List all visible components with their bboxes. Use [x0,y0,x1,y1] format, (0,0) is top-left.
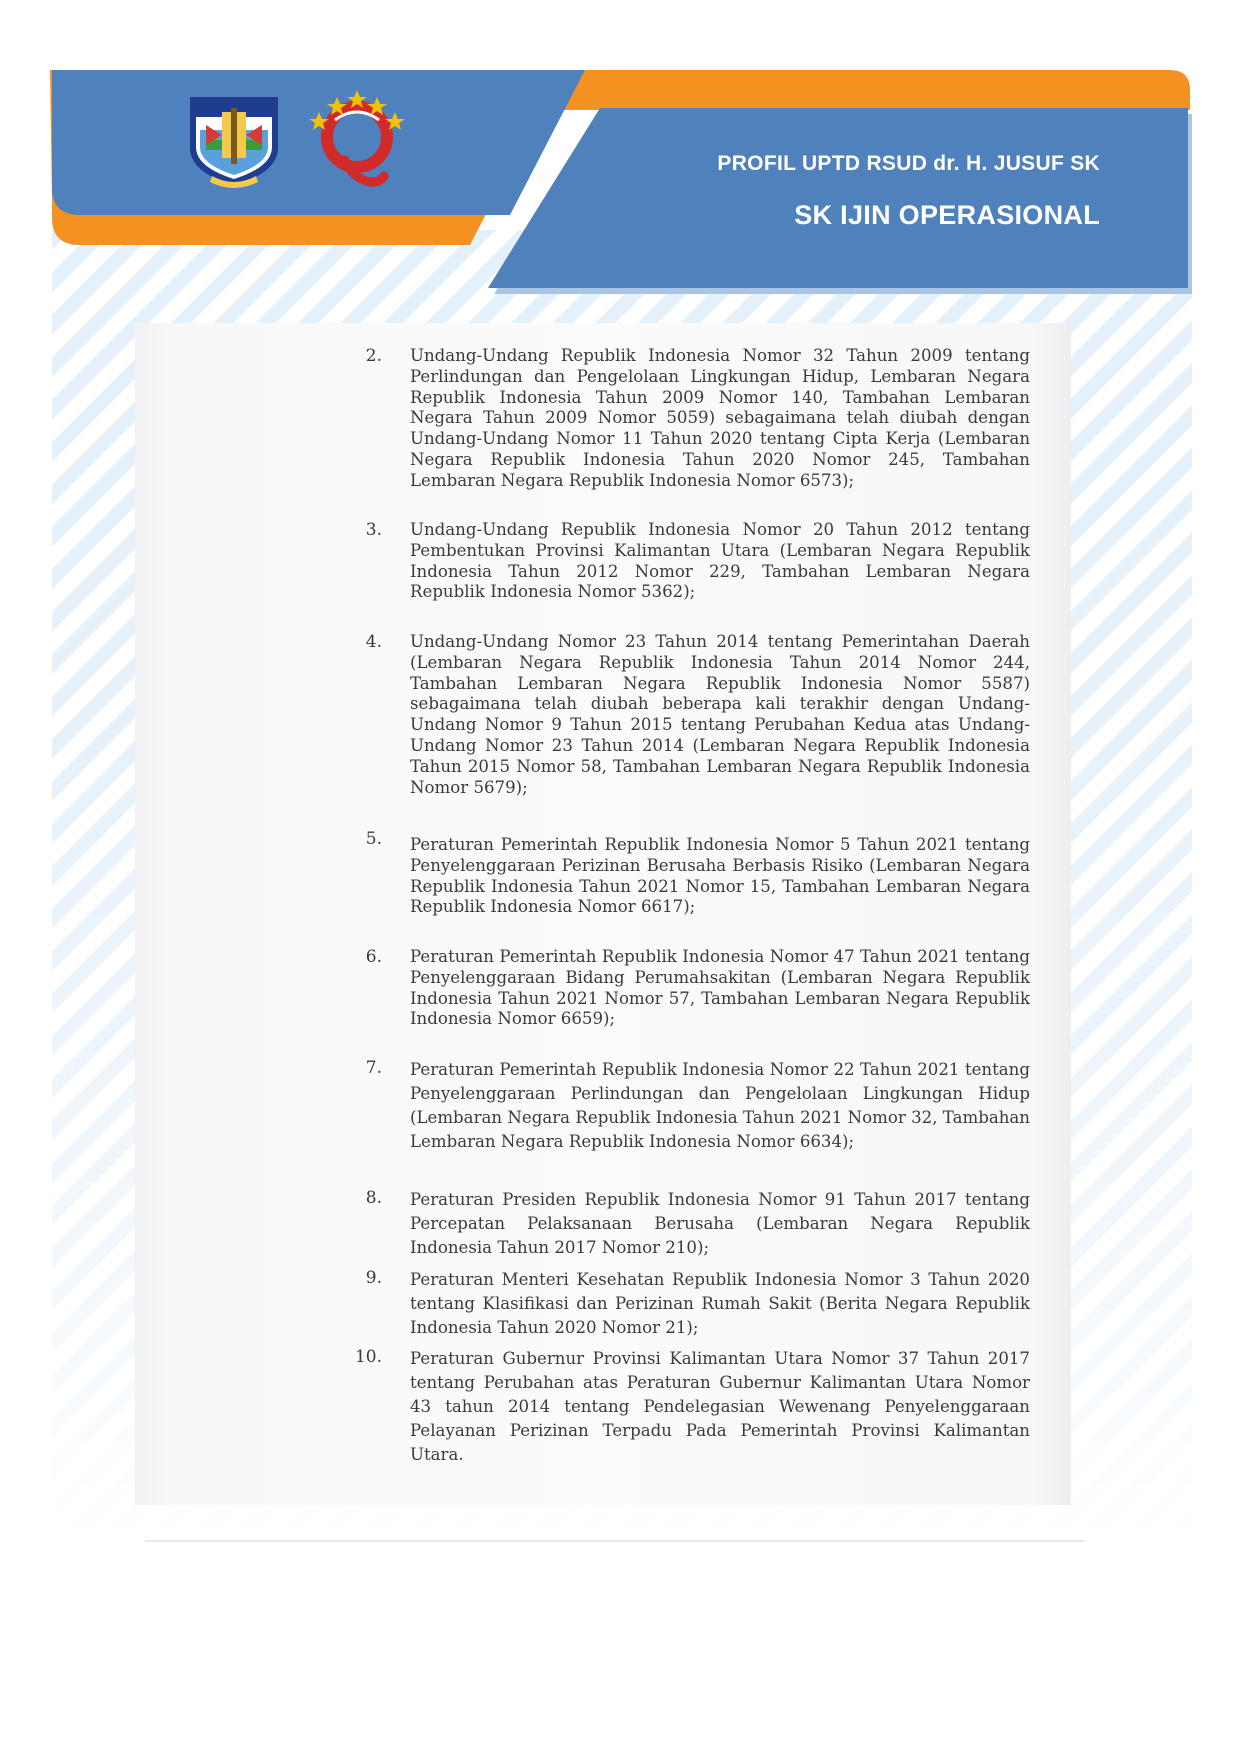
item-number: 7. [365,1058,382,1078]
header-subtitle: PROFIL UPTD RSUD dr. H. JUSUF SK [717,152,1100,175]
list-item [354,1347,1030,1467]
item-text: Peraturan Pemerintah Republik Indonesia Nomor 22 Tahun 2021 tentang Penyelenggaraan Perlindungan dan Pengelolaan Lingkungan Hidup (Lembaran Negara Republik Indonesia Tahun 2021 Nomor 32, Tambahan Lembaran Negara Republik Indonesia Nomor 6634); [410,1060,1030,1151]
footer-divider [145,1540,1085,1542]
list-item [365,520,1030,603]
item-number: 6. [365,947,382,967]
item-text: Peraturan Presiden Republik Indonesia Nomor 91 Tahun 2017 tentang Percepatan Pelaksanaan Berusaha (Lembaran Negara Republik Indonesia Tahun 2017 Nomor 210); [410,1190,1030,1257]
list-item [365,346,1030,492]
item-text: Undang-Undang Republik Indonesia Nomor 20 Tahun 2012 tentang Pembentukan Provinsi Kalimantan Utara (Lembaran Negara Republik Indonesia Tahun 2012 Nomor 229, Tambahan Lembaran Negara Republik Indonesia Nomor 5362); [410,520,1030,602]
item-text: Peraturan Pemerintah Republik Indonesia Nomor 47 Tahun 2021 tentang Penyelenggaraan Bidang Perumahsakitan (Lembaran Negara Republik Indonesia Tahun 2021 Nomor 57, Tambahan Lembaran Negara Republik Indonesia Nomor 6659); [410,947,1030,1029]
list-item [365,947,1030,1030]
item-text: Peraturan Pemerintah Republik Indonesia Nomor 5 Tahun 2021 tentang Penyelenggaraan Perizinan Berusaha Berbasis Risiko (Lembaran Negara Republik Indonesia Tahun 2021 Nomor 15, Tambahan Lembaran Negara Republik Indonesia Nomor 6617); [410,835,1030,917]
item-text: Peraturan Menteri Kesehatan Republik Indonesia Nomor 3 Tahun 2020 tentang Klasifikasi dan Perizinan Rumah Sakit (Berita Negara Republik Indonesia Tahun 2020 Nomor 21); [410,1270,1030,1337]
item-number: 10. [354,1347,382,1367]
item-number: 4. [365,632,382,652]
item-number: 3. [365,520,382,540]
scanned-document [135,323,1071,1505]
list-item [365,632,1030,798]
list-item [365,1058,1030,1154]
list-item [365,1268,1030,1340]
regulation-list [135,323,1071,1505]
item-text: Peraturan Gubernur Provinsi Kalimantan Utara Nomor 37 Tahun 2017 tentang Perubahan atas Peraturan Gubernur Kalimantan Utara Nomor 43 tahun 2014 tentang Pendelegasian Wewenang Penyelenggaraan Pelayanan Perizinan Terpadu Pada Pemerintah Provinsi Kalimantan Utara. [410,1349,1030,1464]
item-number: 2. [365,346,382,366]
header-banner [0,0,1240,300]
item-number: 8. [365,1188,382,1208]
item-number: 5. [365,829,382,849]
item-text: Undang-Undang Nomor 23 Tahun 2014 tentang Pemerintahan Daerah (Lembaran Negara Republik Indonesia Tahun 2014 Nomor 244, Tambahan Lembaran Negara Republik Indonesia Nomor 5587) sebagaimana telah diubah beberapa kali terakhir dengan Undang-Undang Nomor 9 Tahun 2015 tentang Perubahan Kedua atas Undang-Undang Nomor 23 Tahun 2014 (Lembaran Negara Republik Indonesia Tahun 2015 Nomor 58, Tambahan Lembaran Negara Republik Indonesia Nomor 5679); [410,632,1030,797]
list-item [365,1188,1030,1260]
item-number: 9. [365,1268,382,1288]
header-title: SK IJIN OPERASIONAL [794,200,1100,230]
list-item [365,829,1030,918]
item-text: Undang-Undang Republik Indonesia Nomor 32 Tahun 2009 tentang Perlindungan dan Pengelolaan Lingkungan Hidup, Lembaran Negara Republik Indonesia Tahun 2009 Nomor 140, Tambahan Lembaran Negara Tahun 2009 Nomor 5059) sebagaimana telah diubah dengan Undang-Undang Nomor 11 Tahun 2020 tentang Cipta Kerja (Lembaran Negara Republik Indonesia Tahun 2020 Nomor 245, Tambahan Lembaran Negara Republik Indonesia Nomor 6573); [410,346,1030,490]
